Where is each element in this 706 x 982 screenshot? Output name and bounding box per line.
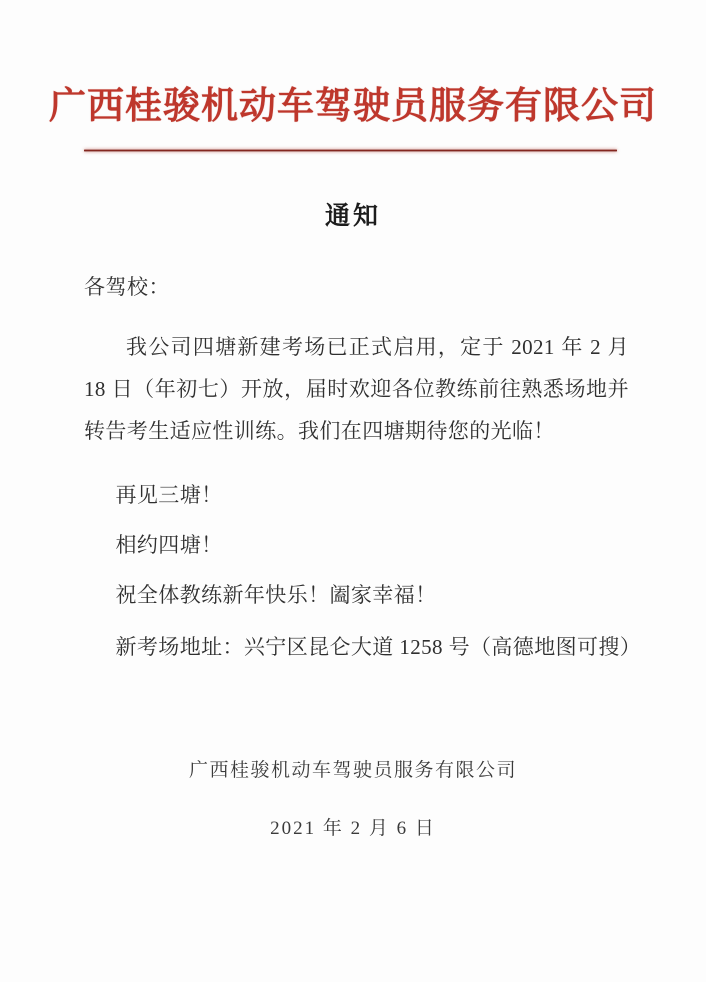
signature-block (0, 758, 706, 840)
signature-date: 2021 年 2 月 6 日 (270, 817, 436, 839)
short-line-farewell: 再见三塘！ (115, 482, 223, 507)
signature-organization: 广西桂骏机动车驾驶员服务有限公司 (188, 760, 517, 781)
letterhead-divider (84, 149, 617, 152)
salutation: 各驾校： (84, 275, 170, 299)
short-line-greeting: 祝全体教练新年快乐！阖家幸福！ (115, 582, 437, 607)
document-body (84, 272, 642, 668)
short-line-invitation: 相约四塘！ (115, 532, 223, 557)
letterhead (0, 86, 706, 129)
letterhead-company-name: 广西桂骏机动车驾驶员服务有限公司 (49, 86, 657, 127)
address-line: 新考场地址：兴宁区昆仑大道 1258 号（高德地图可搜） (115, 634, 642, 659)
document-title: 通知 (324, 203, 381, 230)
body-paragraph: 我公司四塘新建考场已正式启用，定于 2021 年 2 月 18 日（年初七）开放，届时欢迎各位教练前往熟悉场地并转告考生适应性训练。我们在四塘期待您的光临！ (84, 334, 629, 443)
